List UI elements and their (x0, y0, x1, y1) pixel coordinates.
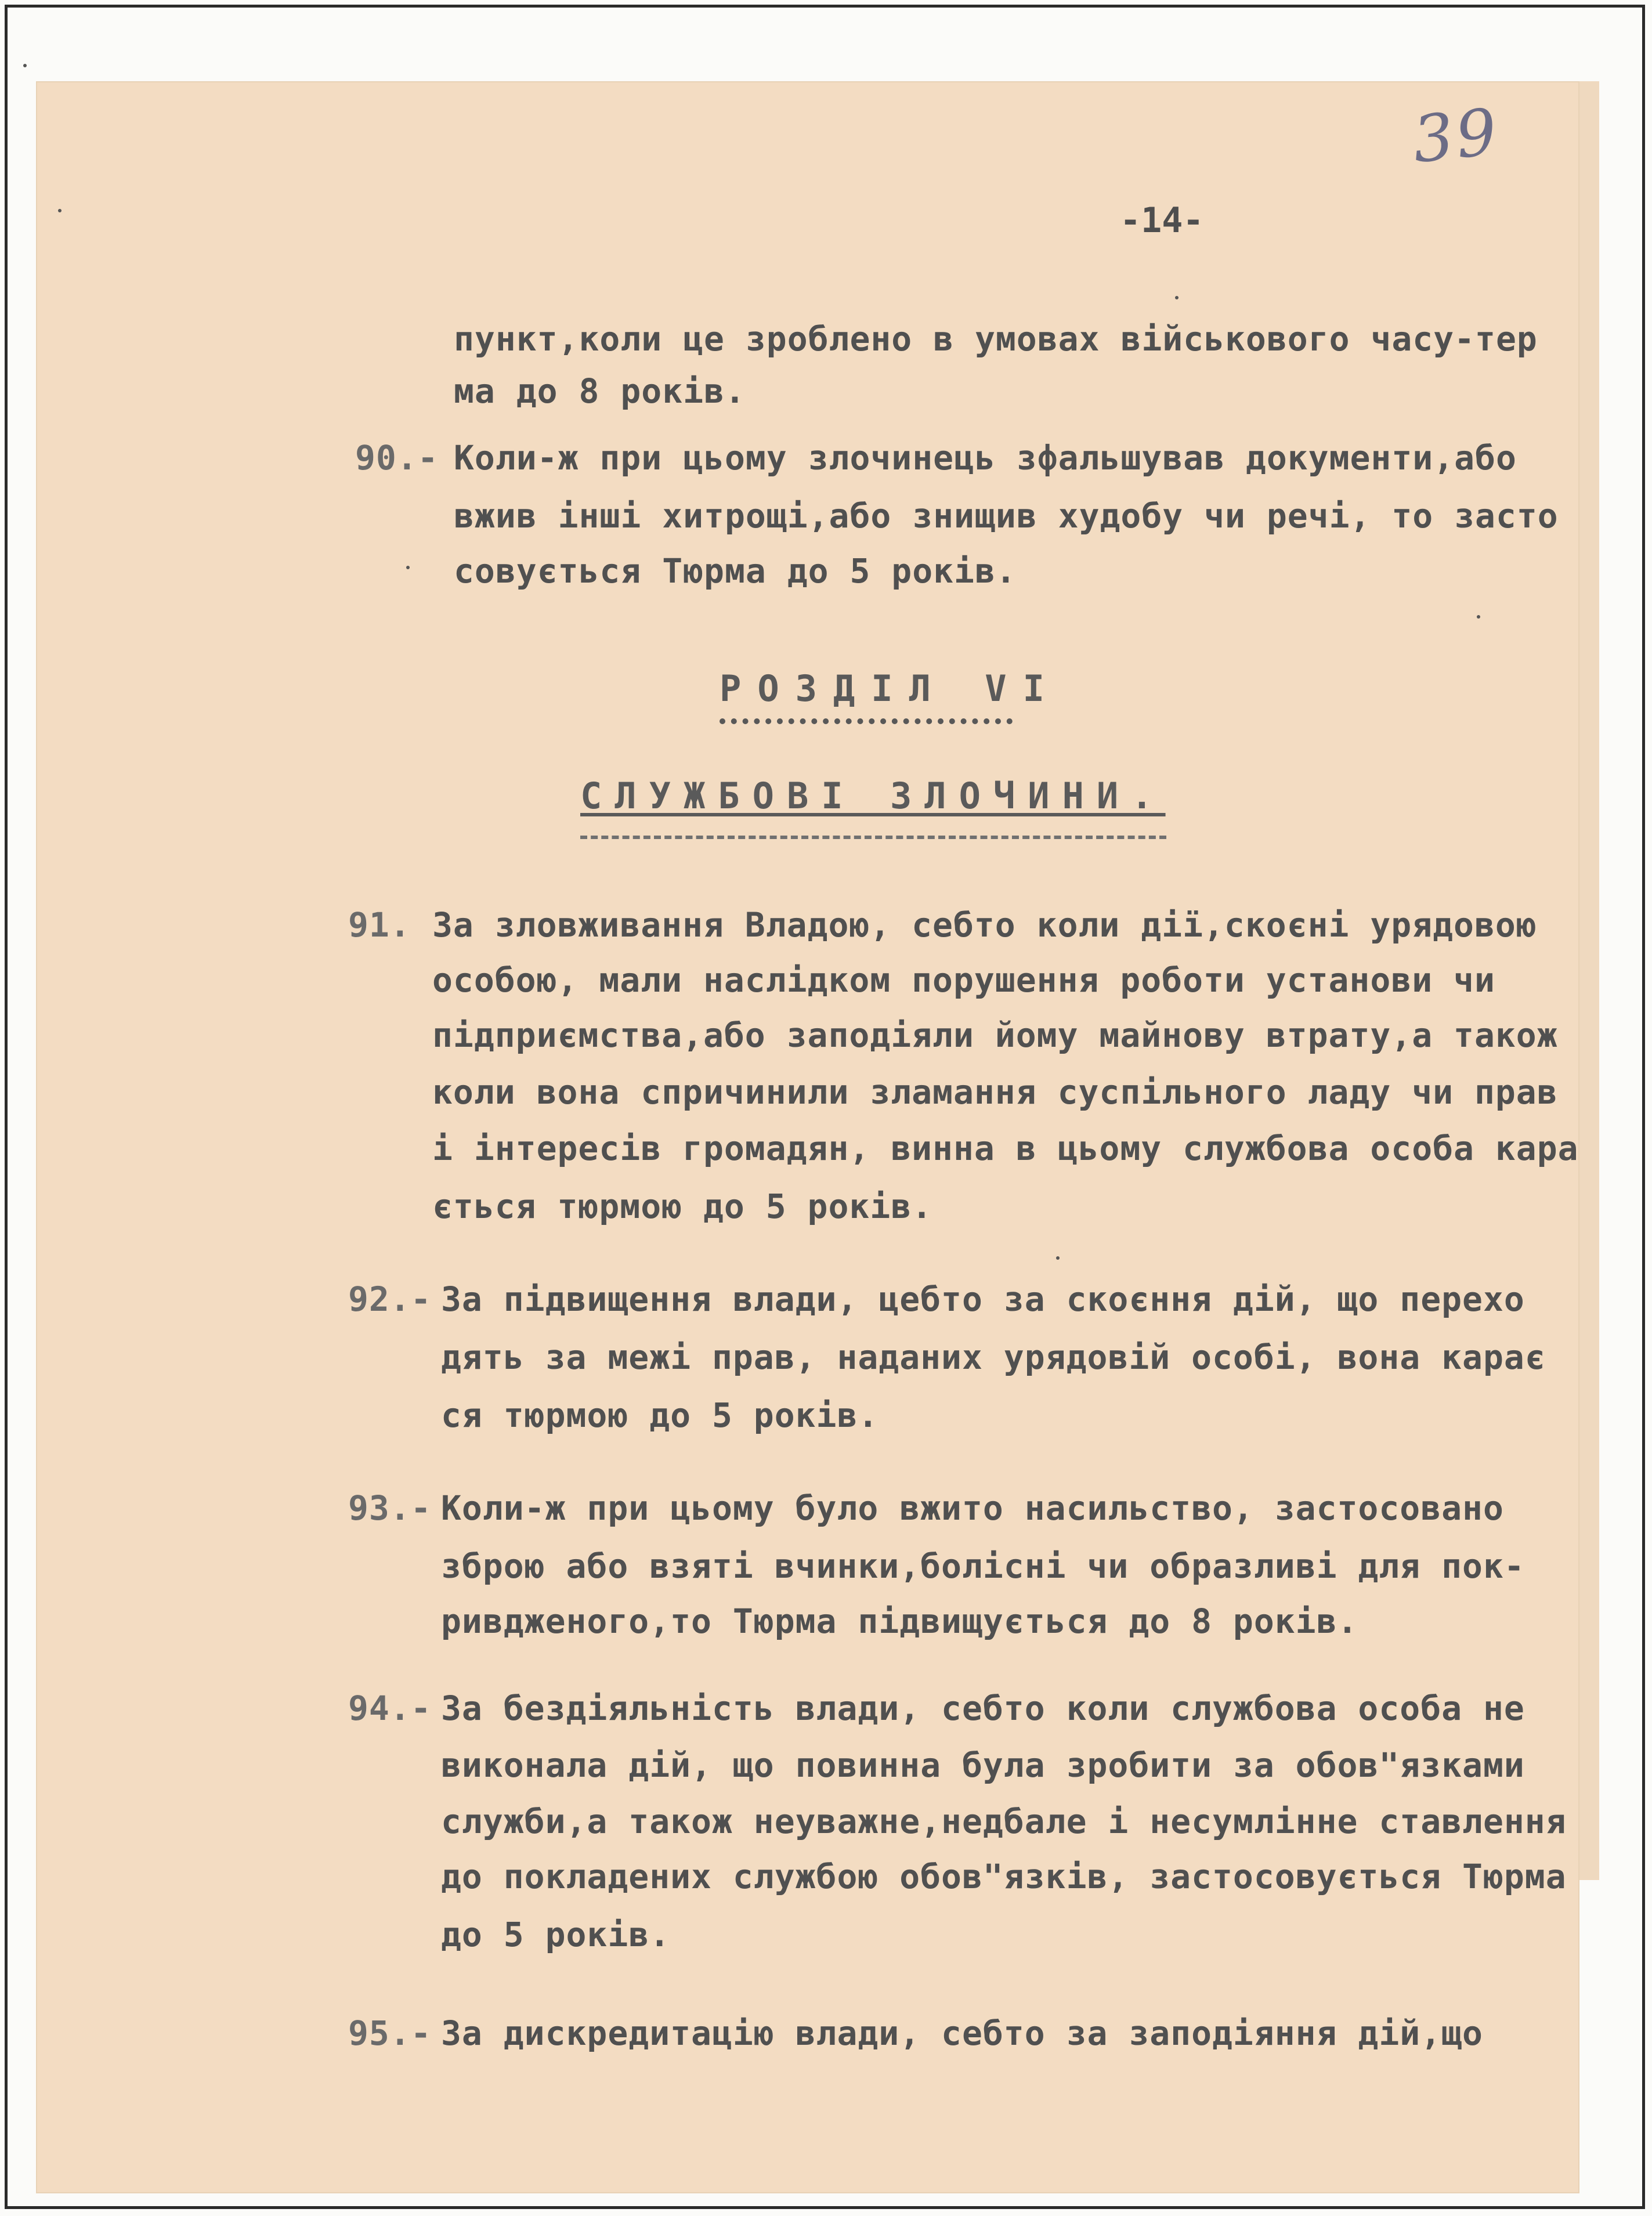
title-rule (580, 836, 1166, 839)
item-number: 90.- (355, 438, 439, 478)
heading-rule (720, 718, 1013, 724)
scan-speck (23, 64, 27, 67)
text-line: За зловживання Владою, себто коли дії,скоєні урядовою (432, 905, 1537, 945)
text-line: виконала дій, що повинна була зробити за обов"язками (441, 1745, 1525, 1785)
item-number: 92.- (348, 1279, 432, 1319)
text-line: пункт,коли це зроблено в умовах військового часу-тер (454, 319, 1538, 359)
scan-speck (1056, 1256, 1060, 1260)
scan-speck (406, 566, 410, 569)
text-line: Коли-ж при цьому злочинець зфальшував документи,або (454, 438, 1517, 478)
text-line: до 5 років. (441, 1915, 671, 1954)
text-line: до покладених службою обов"язків, застосовується Тюрма (441, 1857, 1567, 1896)
text-line: ється тюрмою до 5 років. (432, 1187, 933, 1226)
text-line: дять за межі прав, наданих урядовій особі, вона карає (441, 1337, 1546, 1377)
item-number: 93.- (348, 1488, 432, 1528)
scan-speck (1477, 615, 1480, 619)
text-line: ривдженого,то Тюрма підвищується до 8 років. (441, 1602, 1358, 1641)
text-line: вжив інші хитрощі,або знищив худобу чи речі, то засто (454, 496, 1559, 536)
section-heading: РОЗДІЛ VI (720, 667, 1061, 710)
text-line: ся тюрмою до 5 років. (441, 1396, 879, 1435)
item-number: 95.- (348, 2013, 432, 2053)
text-line: особою, мали наслідком порушення роботи установи чи (432, 960, 1495, 1000)
text-line: і інтересів громадян, винна в цьому службова особа кара (432, 1129, 1579, 1168)
page-number: -14- (1120, 200, 1204, 241)
text-line: зброю або взяті вчинки,болісні чи образливі для пок- (441, 1546, 1525, 1586)
text-line: За підвищення влади, цебто за скоєння дій, що перехо (441, 1279, 1525, 1319)
section-title: СЛУЖБОВІ ЗЛОЧИНИ. (580, 775, 1166, 817)
text-line: коли вона спричинили зламання суспільного ладу чи прав (432, 1072, 1558, 1112)
text-line: Коли-ж при цьому було вжито насильство, застосовано (441, 1488, 1504, 1528)
text-line: підприємства,або заподіяли йому майнову втрату,а також (432, 1015, 1558, 1055)
folio-number: 39 (1409, 94, 1503, 178)
text-line: За дискредитацію влади, себто за заподіяння дій,що (441, 2013, 1483, 2053)
text-line: За бездіяльність влади, себто коли службова особа не (441, 1689, 1525, 1728)
item-number: 94.- (348, 1689, 432, 1728)
scan-speck (58, 209, 62, 212)
text-line: ма до 8 років. (454, 371, 746, 411)
item-number: 91. (348, 905, 411, 945)
text-line: служби,а також неуважне,недбале і несумлінне ставлення (441, 1802, 1567, 1841)
text-line: совується Тюрма до 5 років. (454, 551, 1017, 591)
scan-speck (1175, 296, 1179, 299)
